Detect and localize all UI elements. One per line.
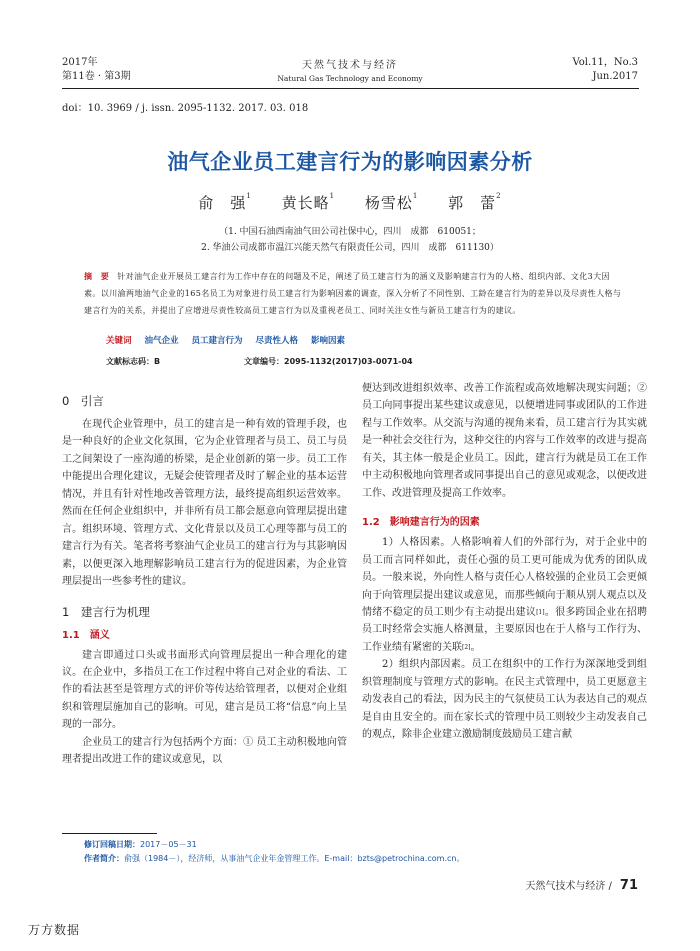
header-rule (62, 88, 639, 89)
journal-name-cn: 天然气技术与经济 (302, 60, 398, 71)
author: 郭 蕾$^2$ (448, 192, 502, 212)
body-column-left (62, 380, 347, 769)
header-year: 2017年 (62, 57, 98, 68)
paragraph: 建言即通过口头或书面形式向管理层提出一种合理化的建议。在企业中，多指员工在工作过程中将自己对企业的看法、工作的看法甚至是管理方式的评价等传达给管理者，以便对企业组织和管理层施加自己的影响。可见，建言是员工将“信息”向上呈现的一部分。 (62, 649, 347, 731)
footnote (84, 838, 464, 866)
keyword: 影响因素 (310, 336, 345, 346)
received-date: 修订回稿日期：2017－05－31 (84, 840, 197, 849)
page-footer (525, 877, 638, 893)
paragraph: 1）人格因素。人格影响着人们的外部行为，对于企业中的员工而言同样如此，责任心强的员工更可能成为优秀的团队成员。一般来说，外向性人格与责任心人格较强的企业员工会更倾向于向管理层提出建议或意见，而那些倾向于顺从别人观点以及情绪不稳定的员工则少有主动提出建议[1]。很多跨国企业在招聘员工时经常会实施人格测量，主要原因也在于人格与工作行为、工作业绩有紧密的关联[2]。 (362, 537, 648, 653)
affiliation-2: 2. 华油公司成都市温江兴能天然气有限责任公司，四川 成都 611130） (201, 243, 499, 253)
author-bio: 作者简介：俞强（1984－），经济师，从事油气企业年金管理工作。E-mail：bzts@petrochina.com.cn。 (84, 854, 465, 863)
journal-name-en: Natural Gas Technology and Economy (277, 74, 423, 83)
keyword: 油气企业 (144, 336, 179, 346)
paragraph-continued: 便达到改进组织效率、改善工作流程或高效地解决现实问题；② 员工向同事提出某些建议或意见，以便增进同事或团队的工作进程与工作效率。从交流与沟通的视角来看，员工建言行为其实就是一种社会交往行为，这种交往的内容与工作效率的改进与提高有关，其主体一般是企业员工。因此，建言行为就是员工在工作中主动积极地向管理者或同事提出自己的意见或观念，以便改进工作、改进管理及提高工作效率。 (362, 383, 647, 499)
header-date-en: Jun.2017 (592, 71, 638, 82)
citation[interactable]: [2] (462, 643, 471, 651)
abstract-label: 摘 要 (84, 272, 110, 281)
affiliations (0, 224, 700, 256)
doc-code: 文献标志码：B (106, 357, 161, 366)
body-column-right (362, 380, 647, 744)
keyword: 尽责性人格 (255, 336, 298, 346)
footnote-rule (62, 833, 157, 834)
abstract-text: 针对油气企业开展员工建言行为工作中存在的问题及不足，阐述了员工建言行为的涵义及影响建言行为的人格、组织内部、文化3大因素。以川渝两地油气企业的165名员工为对象进行员工建言行为影响因素的调查，深入分析了不同性别、工龄在建言行为的差异以及尽责性人格与建言行为的关系，并提出了应增进尽责性较高员工建言行为以及重视老员工、同时关注女性与新员工建言行为的建议。 (84, 272, 622, 315)
article-meta (106, 356, 413, 367)
article-number: 文章编号：2095-1132(2017)03-0071-04 (244, 357, 413, 366)
page-number: 71 (619, 878, 638, 893)
keywords (106, 334, 355, 346)
section-heading-mechanism: 1 建言行为机理 (62, 604, 150, 619)
citation[interactable]: [1] (536, 608, 545, 616)
author-list (0, 192, 700, 213)
header-issue-right (572, 56, 638, 84)
subsection-heading-meaning: 1.1 涵义 (62, 629, 110, 641)
wanfang-watermark: 万方数据 (28, 923, 81, 937)
paragraph: 企业员工的建言行为包括两个方面：① 员工主动积极地向管理者提出改进工作的建议或意见，以 (62, 736, 347, 766)
subsection-heading-factors: 1.2 影响建言行为的因素 (362, 517, 480, 529)
paragraph: 在现代企业管理中，员工的建言是一种有效的管理手段，也是一种良好的企业文化氛围，它为企业管理者与员工、员工与员工之间架设了一座沟通的桥梁，是企业创新的第一步。员工工作中能提出合理化建议，无疑会使管理者及时了解企业的基本运营情况，并且有针对性地改善管理方法，最终提高组织运营效率。然而在任何企业组织中，并非所有员工都会愿意向管理层提出建言。组织环境、管理方式、文化背景以及员工心理等都与员工的建言行为有关。笔者将考察油气企业员工的建言行为与其影响因素，以便更深入地理解影响员工建言行为的促进因素，为企业管理层提出一些参考性的建议。 (62, 419, 347, 588)
affiliation-1: （1. 中国石油西南油气田公司社保中心，四川 成都 610051； (219, 227, 481, 237)
abstract (84, 268, 624, 319)
author: 俞 强$^1$ (198, 192, 252, 212)
section-heading-intro: 0 引言 (62, 394, 104, 408)
keyword: 员工建言行为 (191, 336, 243, 346)
header-volume-issue-en: Vol.11，No.3 (572, 57, 638, 68)
doi: doi：10. 3969 / j. issn. 2095-1132. 2017. 03. 018 (62, 103, 309, 114)
header-volume-issue-cn: 第11卷 · 第3期 (62, 71, 131, 82)
paper-title: 油气企业员工建言行为的影响因素分析 (167, 150, 533, 174)
paragraph: 2）组织内部因素。员工在组织中的工作行为深深地受到组织管理制度与管理方式的影响。在民主式管理中，员工更愿意主动发表自己的看法，因为民主的气氛使员工认为表达自己的观点是自由且安全的。而在家长式的管理中员工则较少主动发表自己的观点，除非企业建立激励制度鼓励员工建言献 (362, 659, 647, 741)
author: 黄长略$^1$ (281, 192, 336, 212)
footer-journal: 天然气技术与经济 / (525, 881, 612, 892)
author: 杨雪松$^1$ (364, 192, 419, 212)
keywords-label: 关键词 (106, 336, 132, 346)
